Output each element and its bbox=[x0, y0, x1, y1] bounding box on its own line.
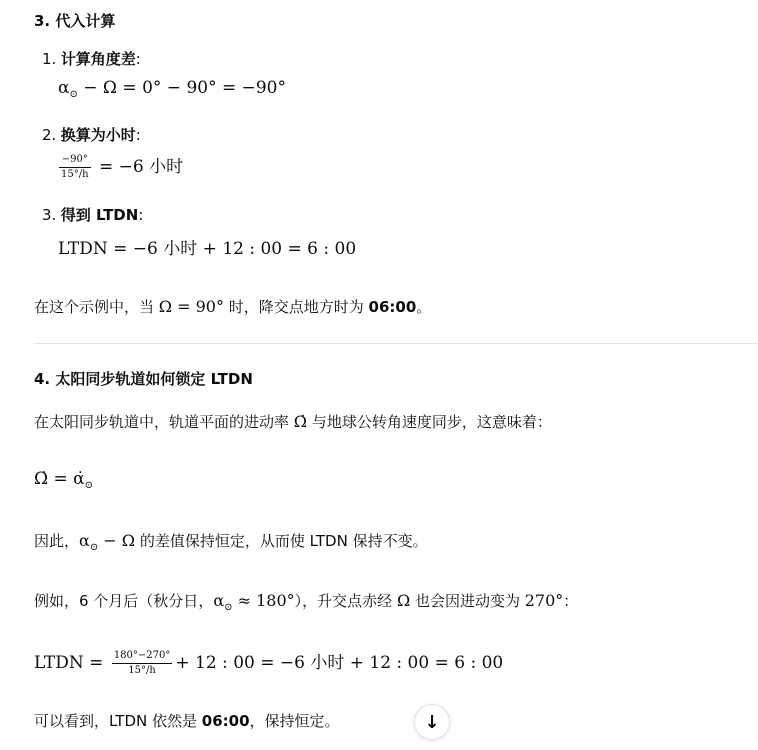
text: 在这个示例中，当 bbox=[34, 298, 159, 316]
fraction-denominator: 15°/h bbox=[128, 665, 156, 676]
inline-math: Ω̇ bbox=[293, 412, 308, 431]
paragraph bbox=[34, 710, 340, 731]
equation-rest: + 12 : 00 = −6 小时 + 12 : 00 = 6 : 00 bbox=[175, 653, 504, 673]
sun-subscript: ⊙ bbox=[224, 602, 233, 613]
text: 与地球公转角速度同步，这意味着： bbox=[307, 413, 552, 431]
equation bbox=[56, 152, 183, 181]
inline-math bbox=[79, 531, 136, 553]
list-number: 2. bbox=[42, 126, 57, 144]
sun-subscript: ⊙ bbox=[89, 542, 99, 553]
step-label: 得到 LTDN bbox=[60, 206, 139, 224]
fraction bbox=[59, 154, 91, 181]
equation bbox=[34, 469, 93, 491]
inline-math: 270° bbox=[524, 591, 564, 610]
fraction-denominator: 15°/h bbox=[61, 169, 89, 180]
list-item bbox=[42, 204, 143, 225]
alpha-symbol: α bbox=[79, 531, 90, 550]
fraction-numerator: 180°−270° bbox=[112, 650, 173, 664]
text: 时，降交点地方时为 bbox=[223, 298, 369, 316]
list-number: 1. bbox=[42, 50, 57, 68]
text: 在太阳同步轨道中，轨道平面的进动率 bbox=[34, 413, 294, 431]
alpha-symbol: α bbox=[213, 591, 225, 610]
bold-text: 06:00 bbox=[201, 712, 250, 730]
arrow-down-icon: ↓ bbox=[424, 711, 440, 733]
inline-math: Ω bbox=[396, 591, 411, 610]
text: 因此， bbox=[34, 532, 80, 550]
step-label: 换算为小时 bbox=[60, 126, 136, 144]
sun-subscript: ⊙ bbox=[69, 89, 78, 100]
text: 。 bbox=[416, 298, 432, 316]
fraction bbox=[112, 650, 173, 677]
equation-rest: − Ω = 0° − 90° = −90° bbox=[77, 78, 287, 98]
scroll-to-bottom-button[interactable] bbox=[414, 704, 450, 740]
paragraph bbox=[34, 296, 431, 317]
equation-rest: = −6 小时 bbox=[98, 157, 184, 177]
equation bbox=[58, 78, 286, 100]
text: ： bbox=[563, 592, 579, 610]
math-rest: − Ω bbox=[98, 531, 136, 550]
list-item bbox=[42, 124, 141, 145]
equation bbox=[34, 648, 503, 677]
text: ），升交点赤经 bbox=[294, 592, 397, 610]
paragraph bbox=[34, 530, 428, 553]
alpha-dot-symbol: α̇ bbox=[73, 469, 85, 489]
list-item bbox=[42, 48, 141, 69]
fraction-numerator: −90° bbox=[59, 154, 91, 168]
section-heading: 4. 太阳同步轨道如何锁定 LTDN bbox=[34, 370, 253, 388]
text: 例如，6 个月后（秋分日， bbox=[34, 592, 214, 610]
inline-math bbox=[213, 591, 295, 613]
section-heading: 3. 代入计算 bbox=[34, 12, 116, 30]
paragraph bbox=[34, 411, 552, 432]
math-rest: ≈ 180° bbox=[232, 591, 295, 610]
text: 的差值保持恒定，从而使 LTDN 保持不变。 bbox=[135, 532, 428, 550]
step-label: 计算角度差 bbox=[60, 50, 136, 68]
equation-lhs: LTDN = bbox=[34, 653, 109, 673]
bold-text: 06:00 bbox=[368, 298, 417, 316]
list-number: 3. bbox=[42, 206, 57, 224]
equation: LTDN = −6 小时 + 12 : 00 = 6 : 00 bbox=[58, 239, 357, 259]
step-colon: : bbox=[138, 206, 144, 224]
inline-math: Ω = 90° bbox=[158, 297, 224, 316]
sun-subscript: ⊙ bbox=[84, 480, 94, 491]
text: 也会因进动变为 bbox=[410, 592, 525, 610]
alpha-symbol: α bbox=[58, 78, 70, 98]
paragraph bbox=[34, 590, 578, 613]
step-colon: : bbox=[135, 126, 141, 144]
text: 可以看到，LTDN 依然是 bbox=[34, 712, 202, 730]
divider bbox=[34, 343, 758, 344]
equation-lhs: Ω̇ = bbox=[34, 469, 74, 489]
text: ，保持恒定。 bbox=[249, 712, 340, 730]
step-colon: : bbox=[135, 50, 141, 68]
